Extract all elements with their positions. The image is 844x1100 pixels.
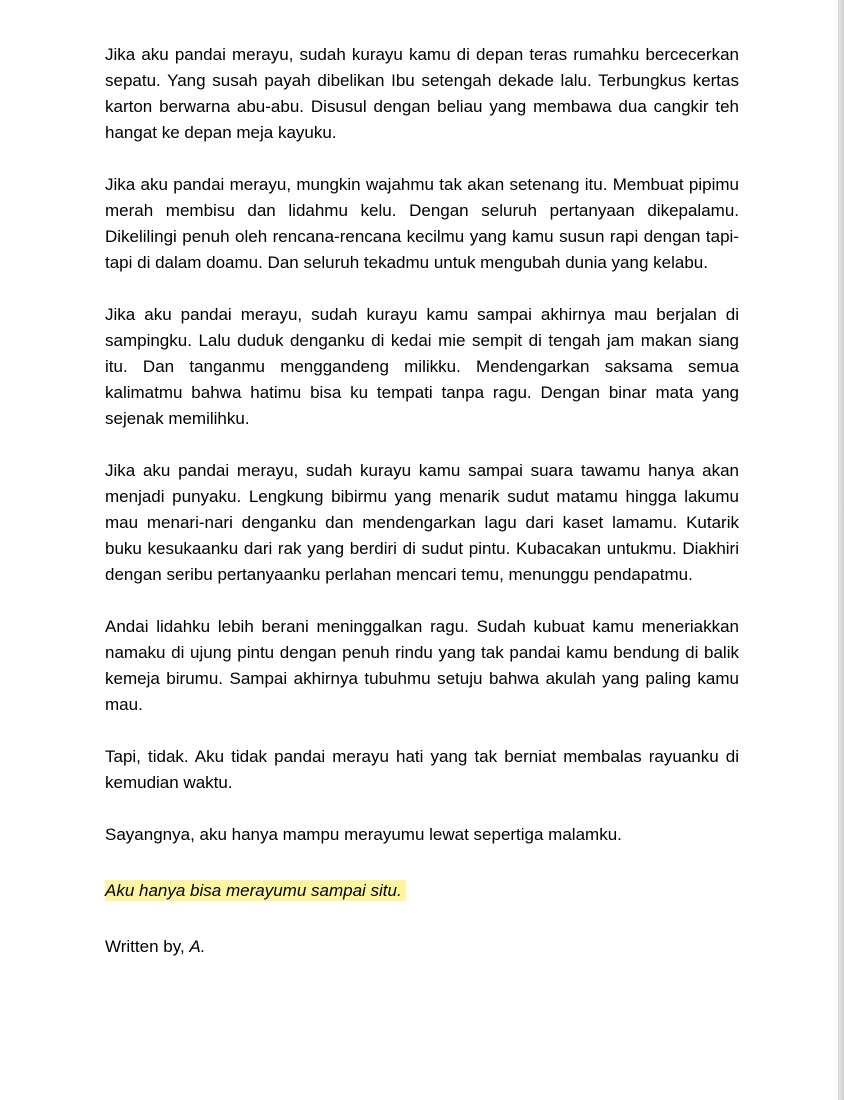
signature-prefix: Written by, xyxy=(105,937,190,956)
paragraph-4: Jika aku pandai merayu, sudah kurayu kamu sampai suara tawamu hanya akan menjadi punyaku. Lengkung bibirmu yang menarik sudut matamu hingga lakumu mau menari-nari denganku dan mendengarkan lagu dari kaset lamamu. Kutarik buku kesukaanku dari rak yang berdiri di sudut pintu. Kubacakan untukmu. Diakhiri dengan seribu pertanyaanku perlahan mencari temu, menunggu pendapatmu. xyxy=(105,461,739,584)
highlighted-text: Aku hanya bisa merayumu sampai situ. xyxy=(105,880,406,901)
document-body xyxy=(105,42,739,960)
signature-name: A. xyxy=(189,937,206,956)
paragraph-6: Tapi, tidak. Aku tidak pandai merayu hati yang tak berniat membalas rayuanku di kemudian waktu. xyxy=(105,747,739,792)
signature xyxy=(105,930,739,960)
paragraph-2: Jika aku pandai merayu, mungkin wajahmu tak akan setenang itu. Membuat pipimu merah membisu dan lidahmu kelu. Dengan seluruh pertanyaan dikepalamu. Dikelilingi penuh oleh rencana-rencana kecilmu yang kamu susun rapi dengan tapi-tapi di dalam doamu. Dan seluruh tekadmu untuk mengubah dunia yang kelabu. xyxy=(105,175,739,272)
page-edge-scrollbar xyxy=(838,0,844,1100)
paragraph-5: Andai lidahku lebih berani meninggalkan ragu. Sudah kubuat kamu meneriakkan namaku di ujung pintu dengan penuh rindu yang tak pandai kamu bendung di balik kemeja birumu. Sampai akhirnya tubuhmu setuju bahwa akulah yang paling kamu mau. xyxy=(105,617,739,714)
highlighted-paragraph xyxy=(105,874,739,904)
paragraph-3: Jika aku pandai merayu, sudah kurayu kamu sampai akhirnya mau berjalan di sampingku. Lalu duduk denganku di kedai mie sempit di tengah jam makan siang itu. Dan tanganmu menggandeng milikku. Mendengarkan saksama semua kalimatmu bahwa hatimu bisa ku tempati tanpa ragu. Dengan binar mata yang sejenak memilihku. xyxy=(105,305,739,428)
paragraph-1: Jika aku pandai merayu, sudah kurayu kamu di depan teras rumahku bercecerkan sepatu. Yang susah payah dibelikan Ibu setengah dekade lalu. Terbungkus kertas karton berwarna abu-abu. Disusul dengan beliau yang membawa dua cangkir teh hangat ke depan meja kayuku. xyxy=(105,45,739,142)
paragraph-7: Sayangnya, aku hanya mampu merayumu lewat sepertiga malamku. xyxy=(105,825,622,844)
